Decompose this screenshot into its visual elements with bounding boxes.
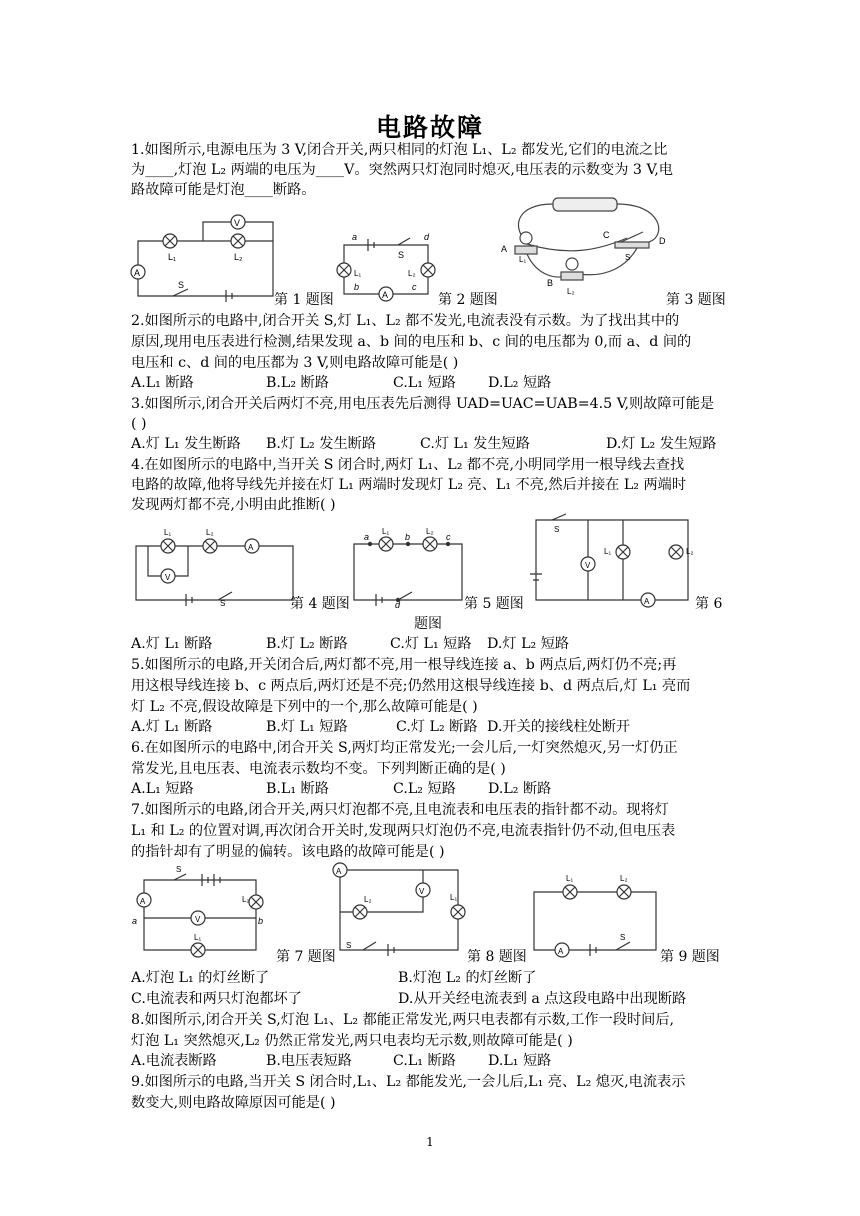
fig7-voltmeter-label: V <box>195 915 201 924</box>
q5-option-a: A.灯 L₁ 断路 <box>131 719 213 735</box>
q3-option-d: D.灯 L₂ 发生短路 <box>606 436 717 452</box>
q7-option-b: B.灯泡 L₂ 的灯丝断了 <box>398 970 537 986</box>
q7-option-c: C.电流表和两只灯泡都坏了 <box>131 991 302 1007</box>
fig6-l1-label: L₁ <box>604 547 612 556</box>
q6-option-c: C.L₂ 短路 <box>393 781 456 797</box>
fig5-c-label: c <box>446 532 451 542</box>
fig9-ammeter-label: A <box>558 947 564 956</box>
fig2-c-label: c <box>412 282 417 292</box>
q2-option-d: D.L₂ 短路 <box>488 375 552 391</box>
q7-line-2: L₁ 和 L₂ 的位置对调,再次闭合开关时,发现两只灯泡仍不亮,电流表指针仍不动,但电压表 <box>131 823 676 839</box>
fig2-switch-label: S <box>398 250 405 260</box>
q8-option-c: C.L₁ 断路 <box>393 1053 456 1069</box>
q8-option-a: A.电流表断路 <box>131 1053 217 1069</box>
q5-option-d: D.开关的接线柱处断开 <box>487 719 631 735</box>
fig9-l1-label: L₁ <box>566 874 574 883</box>
fig1-l2-label: L₂ <box>234 252 243 262</box>
fig8-l2-label: L₂ <box>364 895 372 904</box>
fig5-l1-label: L₁ <box>382 527 390 536</box>
q8-line-2: 灯泡 L₁ 突然熄灭,L₂ 仍然正常发光,两只电表均无示数,则故障可能是( ) <box>131 1033 573 1049</box>
q6-line-1: 6.在如图所示的电路中,闭合开关 S,两灯均正常发光;一会儿后,一灯突然熄灭,另一灯仍正 <box>131 740 678 756</box>
q5-line-3: 灯 L₂ 不亮,假设故障是下列中的一个,那么故障可能是( ) <box>131 699 478 715</box>
q3-option-c: C.灯 L₁ 发生短路 <box>420 436 530 452</box>
caption-fig-6-part-1: 第 6 <box>695 596 723 612</box>
fig6-switch-label: S <box>554 525 560 534</box>
q6-option-d: D.L₂ 断路 <box>488 781 552 797</box>
fig4-voltmeter-label: V <box>165 573 171 582</box>
fig1-l1-label: L₁ <box>168 252 177 262</box>
q8-line-1: 8.如图所示,闭合开关 S,灯泡 L₁、L₂ 都能正常发光,两只电表都有示数,工作一段时间后, <box>131 1012 675 1028</box>
q5-option-b: B.灯 L₁ 短路 <box>266 719 348 735</box>
q5-option-c: C.灯 L₂ 断路 <box>396 719 478 735</box>
q5-line-2: 用这根导线连接 b、c 两点后,两灯还是不亮;仍然用这根导线连接 b、d 两点后,灯 L₁ 亮而 <box>131 678 691 694</box>
fig3-l1-label: L₁ <box>519 255 527 264</box>
q1-line-3: 路故障可能是灯泡____断路。 <box>131 182 316 198</box>
q4-line-2: 电路的故障,他将导线先并接在灯 L₁ 两端时发现灯 L₂ 亮、L₁ 不亮,然后并接在 L₂ 两端时 <box>131 477 687 493</box>
fig2-b-label: b <box>354 282 360 292</box>
fig3-b-label: B <box>547 278 554 288</box>
q4-line-1: 4.在如图所示的电路中,当开关 S 闭合时,两灯 L₁、L₂ 都不亮,小明同学用一根导线去查找 <box>131 457 685 473</box>
figure-6-circuit <box>528 512 696 606</box>
fig4-l1-label: L₁ <box>164 528 172 537</box>
fig8-switch-label: S <box>346 941 352 950</box>
fig4-ammeter-label: A <box>248 543 254 552</box>
q4-option-a: A.灯 L₁ 断路 <box>131 636 213 652</box>
fig7-l1-label: L₁ <box>194 933 202 942</box>
q6-option-a: A.L₁ 短路 <box>131 781 194 797</box>
fig7-switch-label: S <box>176 865 182 874</box>
figure-9-circuit <box>528 872 660 958</box>
q9-line-2: 数变大,则电路故障原因可能是( ) <box>131 1095 336 1111</box>
fig8-l1-label: L₁ <box>450 893 458 902</box>
fig8-ammeter-label: A <box>336 867 342 876</box>
caption-fig-5: 第 5 题图 <box>464 596 524 612</box>
caption-fig-7: 第 7 题图 <box>276 949 336 965</box>
fig5-b-label: b <box>405 532 411 542</box>
caption-fig-2: 第 2 题图 <box>438 292 498 308</box>
caption-fig-9: 第 9 题图 <box>660 949 720 965</box>
fig4-l2-label: L₂ <box>206 528 214 537</box>
q3-option-b: B.灯 L₂ 发生断路 <box>266 436 377 452</box>
fig2-l1-label: L₁ <box>354 269 362 278</box>
q8-option-b: B.电压表短路 <box>266 1053 352 1069</box>
figure-3-circuit <box>497 196 667 300</box>
figure-1-circuit <box>128 214 278 304</box>
page-title: 电路故障 <box>375 113 484 142</box>
fig7-l2-label: L₂ <box>242 895 250 904</box>
fig6-voltmeter-label: V <box>585 561 591 570</box>
fig2-a-label: a <box>352 232 358 242</box>
fig7-b-label: b <box>258 916 264 926</box>
q4-line-3: 发现两灯都不亮,小明由此推断( ) <box>131 497 336 513</box>
q2-line-2: 原因,现用电压表进行检测,结果发现 a、b 间的电压和 b、c 间的电压都为 0,而 a、d 间的 <box>131 334 692 350</box>
fig8-voltmeter-label: V <box>419 887 425 896</box>
fig7-a-label: a <box>132 916 138 926</box>
fig3-d-label: D <box>659 236 666 246</box>
figure-2-circuit <box>332 228 440 306</box>
figure-5-circuit <box>350 528 468 608</box>
caption-fig-4: 第 4 题图 <box>290 596 350 612</box>
q4-option-b: B.灯 L₂ 断路 <box>266 636 348 652</box>
page-number: 1 <box>426 1135 434 1149</box>
q1-line-1: 1.如图所示,电源电压为 3 V,闭合开关,两只相同的灯泡 L₁、L₂ 都发光,它们的电流之比 <box>131 142 668 158</box>
q5-line-1: 5.如图所示的电路,开关闭合后,两灯都不亮,用一根导线连接 a、b 两点后,两灯仍不亮;再 <box>131 657 677 673</box>
fig3-c-label: C <box>603 230 610 240</box>
q2-line-1: 2.如图所示的电路中,闭合开关 S,灯 L₁、L₂ 都不发光,电流表没有示数。为了找出其中的 <box>131 313 680 329</box>
fig9-l2-label: L₂ <box>620 874 628 883</box>
figure-7-circuit <box>130 862 270 958</box>
q6-line-2: 常发光,且电压表、电流表示数均不变。下列判断正确的是( ) <box>131 761 506 777</box>
q7-line-1: 7.如图所示的电路,闭合开关,两只灯泡都不亮,且电流表和电压表的指针都不动。现将灯 <box>131 802 669 818</box>
fig1-switch-label: S <box>178 280 185 290</box>
q7-option-d: D.从开关经电流表到 a 点这段电路中出现断路 <box>398 991 687 1007</box>
fig1-voltmeter-label: V <box>234 218 241 228</box>
fig5-d-label: d <box>395 600 401 610</box>
q1-line-2: 为____,灯泡 L₂ 两端的电压为____V。突然两只灯泡同时熄灭,电压表的示数变为 3 V,电 <box>131 162 673 178</box>
fig2-ammeter-label: A <box>382 290 389 300</box>
fig7-ammeter-label: A <box>140 897 146 906</box>
figure-4-circuit <box>128 526 296 608</box>
q9-line-1: 9.如图所示的电路,当开关 S 闭合时,L₁、L₂ 都能发光,一会儿后,L₁ 亮、L₂ 熄灭,电流表示 <box>131 1074 686 1090</box>
q4-option-c: C.灯 L₁ 短路 <box>390 636 472 652</box>
q2-line-3: 电压和 c、d 间的电压都为 3 V,则电路故障可能是( ) <box>131 355 459 371</box>
fig6-l2-label: L₂ <box>686 547 694 556</box>
caption-fig-6-part-2: 题图 <box>414 616 442 632</box>
caption-fig-1: 第 1 题图 <box>274 292 334 308</box>
fig3-a-label: A <box>501 244 508 254</box>
q7-line-3: 的指针却有了明显的偏转。该电路的故障可能是( ) <box>131 844 445 860</box>
q3-option-a: A.灯 L₁ 发生断路 <box>131 436 241 452</box>
q2-option-a: A.L₁ 断路 <box>131 375 194 391</box>
fig3-l2-label: L₂ <box>567 287 575 296</box>
q2-option-b: B.L₂ 断路 <box>266 375 329 391</box>
q8-option-d: D.L₁ 短路 <box>488 1053 552 1069</box>
figure-8-circuit <box>328 860 468 958</box>
fig3-switch-label: S <box>625 253 631 262</box>
fig1-ammeter-label: A <box>134 268 141 278</box>
fig2-l2-label: L₂ <box>408 269 416 278</box>
fig5-a-label: a <box>364 532 370 542</box>
q7-option-a: A.灯泡 L₁ 的灯丝断了 <box>131 970 270 986</box>
fig5-l2-label: L₂ <box>426 527 434 536</box>
fig6-ammeter-label: A <box>644 597 650 606</box>
caption-fig-3: 第 3 题图 <box>666 292 726 308</box>
fig4-switch-label: S <box>220 599 226 608</box>
fig2-d-label: d <box>424 232 430 242</box>
q2-option-c: C.L₁ 短路 <box>393 375 456 391</box>
q3-line-1: 3.如图所示,闭合开关后两灯不亮,用电压表先后测得 UAD=UAC=UAB=4.5 V,则故障可能是 <box>131 396 715 412</box>
q6-option-b: B.L₁ 断路 <box>266 781 329 797</box>
caption-fig-8: 第 8 题图 <box>467 949 527 965</box>
q4-option-d: D.灯 L₂ 短路 <box>487 636 570 652</box>
fig9-switch-label: S <box>620 933 626 942</box>
q3-line-2: ( ) <box>131 416 147 432</box>
